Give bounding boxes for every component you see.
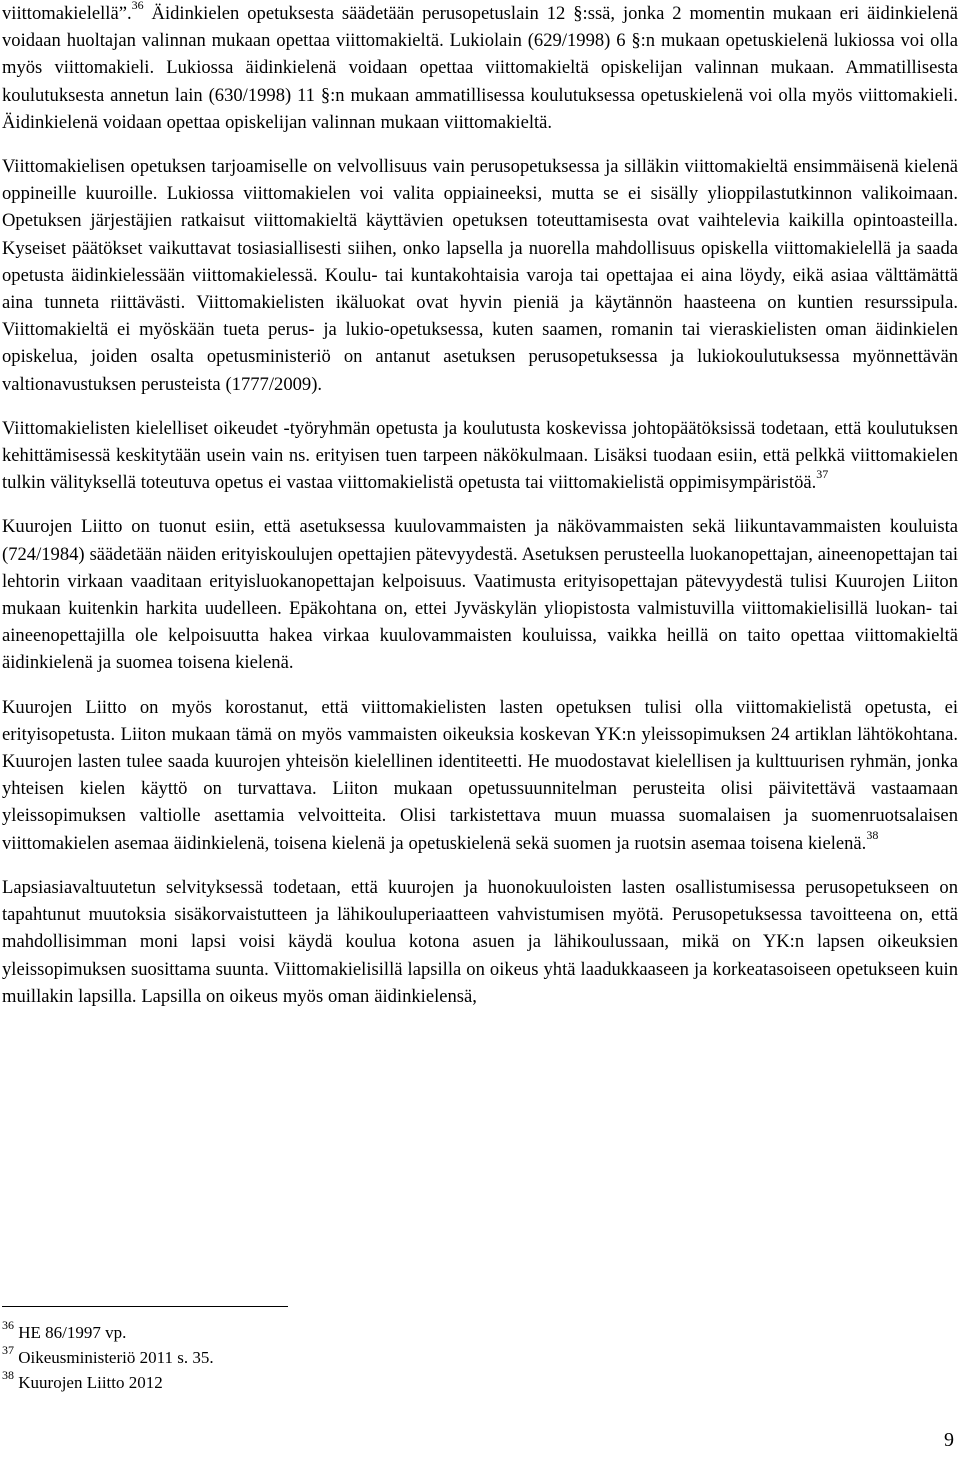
paragraph-1 — [2, 0, 958, 136]
footnote-text: Kuurojen Liitto 2012 — [14, 1373, 163, 1392]
paragraph-3 — [2, 415, 958, 497]
footnote-38 — [2, 1370, 602, 1395]
paragraph-3-text: Viittomakielisten kielelliset oikeudet -työryhmän opetusta ja koulutusta koskevissa johtopäätöksissä todetaan, että koulutuksen kehittämisessä keskitytään usein vain ns. erityisen tuen tarpeen näkökulmaan. Lisäksi tuodaan esiin, että pelkkä viittomakielen tulkin välityksellä toteutuva opetus ei vastaa viittomakielistä opetusta tai viittomakielistä oppimisympäristöä. — [2, 417, 958, 494]
footnote-ref-38: 38 — [866, 827, 879, 842]
paragraph-4: Kuurojen Liitto on tuonut esiin, että asetuksessa kuulovammaisten ja näkövammaisten sekä liikuntavammaisten kouluista (724/1984) säädetään näiden erityiskoulujen opettajien pätevyydestä. Asetuksen perusteella luokanopettajan, aineenopettajan tai lehtorin virkaan vaaditaan erityisluokanopettajan kelpoisuus. Vaatimusta erityisopettajan pätevyydestä tulisi Kuurojen Liiton mukaan kuitenkin harkita uudelleen. Epäkohtana on, ettei Jyväskylän yliopistosta valmistuvilla viittomakielisillä luokan- tai aineenopettajilla ole kelpoisuutta hakea virkaa kuulovammaisten kouluissa, vaikka heillä on taito opettaa viittomakieltä äidinkielenä ja suomea toisena kielenä. — [2, 516, 958, 674]
footnote-text: HE 86/1997 vp. — [14, 1323, 127, 1342]
footnote-separator — [2, 1306, 288, 1307]
footnote-number: 36 — [2, 1318, 14, 1333]
footnote-37 — [2, 1345, 602, 1370]
page-number: 9 — [944, 1429, 954, 1451]
footnote-number: 37 — [2, 1343, 14, 1358]
footnote-ref-36: 36 — [131, 0, 144, 12]
paragraph-1-lead: viittomakielellä”. — [2, 3, 132, 24]
paragraph-6: Lapsiasiavaltuutetun selvityksessä todetaan, että kuurojen ja huonokuuloisten lasten osallistumisessa perusopetukseen on tapahtunut muutoksia sisäkorvaistutteen ja lähikouluperiaatteen vahvistumisen myötä. Perusopetuksessa tavoitteena on, että mahdollisimman moni lapsi voisi käydä koulua kotona asuen ja lähikoulussaan, mikä on YK:n lapsen oikeuksien yleissopimuksen suosittama suunta. Viittomakielisillä lapsilla on oikeus yhtä laadukkaaseen ja korkeatasoiseen opetukseen kuin muillakin lapsilla. Lapsilla on oikeus myös oman äidinkielensä, — [2, 876, 958, 1007]
footnotes — [2, 1320, 602, 1395]
footnote-text: Oikeusministeriö 2011 s. 35. — [14, 1348, 214, 1367]
footnote-ref-37: 37 — [816, 467, 829, 482]
paragraph-1-text: Äidinkielen opetuksesta säädetään perusopetuslain 12 §:ssä, jonka 2 momentin mukaan eri äidinkielenä voidaan huoltajan valinnan mukaan opettaa viittomakieltä. Lukiolain (629/1998) 6 §:n mukaan opetuskielenä lukiossa voi olla myös viittomakieli. Lukiossa äidinkielenä voidaan opettaa viittomakieltä opiskelijan valinnan mukaan. Ammatillisesta koulutuksesta annetun lain (630/1998) 11 §:n mukaan ammatillisessa koulutuksessa opetuskielenä voi olla myös viittomakieli. Äidinkielenä voidaan opettaa opiskelijan valinnan mukaan viittomakieltä. — [2, 3, 958, 133]
paragraph-2: Viittomakielisen opetuksen tarjoamiselle on velvollisuus vain perusopetuksessa ja silläkin viittomakieltä ensimmäisenä kielenä oppineille kuuroille. Lukiossa viittomakielen voi valita oppiaineeksi, mutta se ei sisälly ylioppilastutkinnon valikoimaan. Opetuksen järjestäjien ratkaisut viittomakieltä käyttävien opetuksen toteuttamisesta ovat vaihtelevia kaikilla opintoasteilla. Kyseiset päätökset vaikuttavat tosiasiallisesti siihen, onko lapsella ja nuorella mahdollisuus opiskella viittomakielellä ja saada opetusta äidinkielessään viittomakielessä. Koulu- tai kuntakohtaisia varoja tai opettajaa ei aina löydy, eikä asiaa välttämättä aina tunneta riittävästi. Viittomakielisten ikäluokat ovat hyvin pieniä ja käytännön haasteena on kuntien resurssipula. Viittomakieltä ei myöskään tueta perus- ja lukio-opetuksessa, kuten saamen, romanin tai vieraskielisten oman äidinkielen opiskelua, joiden osalta opetusministeriö on antanut asetuksen perusopetuksessa ja lukiokoulutuksessa myönnettävän valtionavustuksen perusteista (1777/2009). — [2, 156, 958, 395]
paragraph-5-text: Kuurojen Liitto on myös korostanut, että viittomakielisten lasten opetuksen tulisi olla viittomakielistä opetusta, ei erityisopetusta. Liiton mukaan tämä on myös vammaisten oikeuksia koskevan YK:n yleissopimuksen 24 artiklan lähtökohtana. Kuurojen lasten tulee saada kuurojen yhteisön kielellinen identiteetti. He muodostavat kielellisen ja kulttuurisen ryhmän, jonka yhteisen kielen käyttö on turvattava. Liiton mukaan opetussuunnitelman perusteita olisi päivitettävä vastaamaan yleissopimuksen valtiolle asettamia velvoitteita. Olisi tarkistettava muun muassa suomalaisen ja suomenruotsalaisen viittomakielen asemaa äidinkielenä, toisena kielenä ja opetuskielenä sekä suomen ja ruotsin asemaa toisena kielenä. — [2, 696, 958, 854]
footnote-number: 38 — [2, 1368, 14, 1383]
footnote-36 — [2, 1320, 602, 1345]
document-page — [2, 0, 958, 1010]
paragraph-5 — [2, 694, 958, 857]
